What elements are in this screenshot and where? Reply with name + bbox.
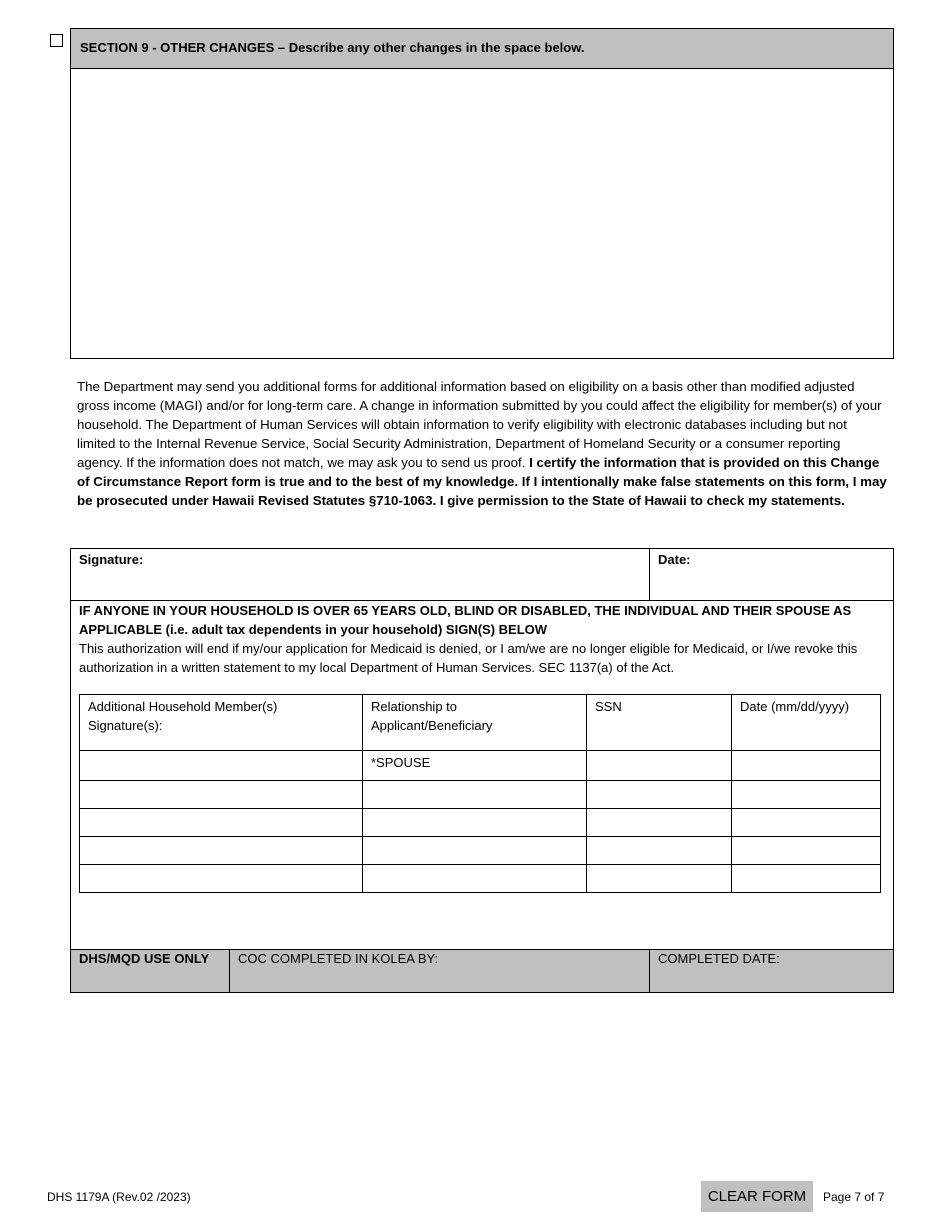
relationship-cell[interactable] [363, 837, 587, 865]
column-header: Relationship to Applicant/Beneficiary [363, 695, 587, 751]
clear-form-button[interactable]: CLEAR FORM [701, 1181, 813, 1212]
household-notice [79, 601, 884, 677]
table-row [80, 781, 881, 809]
table-row [80, 865, 881, 893]
signature-row [71, 549, 893, 601]
certification-paragraph [77, 377, 889, 510]
table-row [80, 809, 881, 837]
member-signature-cell[interactable] [80, 837, 363, 865]
ssn-cell[interactable] [587, 837, 732, 865]
ssn-cell[interactable] [587, 751, 732, 781]
column-header: SSN [587, 695, 732, 751]
dhs-use-only-label: DHS/MQD USE ONLY [71, 950, 230, 992]
date-cell[interactable] [732, 837, 881, 865]
dhs-use-only-row [71, 949, 893, 992]
form-identifier: DHS 1179A (Rev.02 /2023) [47, 1190, 191, 1204]
coc-completed-by-field[interactable]: COC COMPLETED IN KOLEA BY: [230, 950, 650, 992]
other-changes-textarea[interactable] [71, 69, 893, 358]
relationship-cell[interactable] [363, 809, 587, 837]
household-heading: IF ANYONE IN YOUR HOUSEHOLD IS OVER 65 YEARS OLD, BLIND OR DISABLED, THE INDIVIDUAL AND THEIR SPOUSE AS APPLICABLE (i.e. adult tax dependents in your household) SIGN(S) BELOW [79, 603, 852, 637]
date-cell[interactable] [732, 781, 881, 809]
page-number: Page 7 of 7 [823, 1190, 885, 1204]
table-header-row [80, 695, 881, 751]
table-row [80, 751, 881, 781]
date-label: Date: [658, 552, 691, 567]
signature-field[interactable] [71, 549, 650, 600]
column-header: Additional Household Member(s) Signature(s): [80, 695, 363, 751]
date-cell[interactable] [732, 865, 881, 893]
signature-label: Signature: [79, 552, 144, 567]
signature-section [70, 548, 894, 993]
date-cell[interactable] [732, 809, 881, 837]
ssn-cell[interactable] [587, 865, 732, 893]
relationship-cell[interactable]: *SPOUSE [363, 751, 587, 781]
date-field[interactable] [650, 549, 893, 600]
authorization-text: This authorization will end if my/our application for Medicaid is denied, or I am/we are no longer eligible for Medicaid, or I/we revoke this authorization in a written statement to my local Department of Human Services. SEC 1137(a) of the Act. [79, 641, 858, 675]
household-members-table [79, 694, 881, 893]
table-row [80, 837, 881, 865]
ssn-cell[interactable] [587, 809, 732, 837]
section9-title: SECTION 9 - OTHER CHANGES – Describe any other changes in the space below. [71, 29, 893, 69]
relationship-cell[interactable] [363, 781, 587, 809]
section9-box [70, 28, 894, 359]
date-cell[interactable] [732, 751, 881, 781]
member-signature-cell[interactable] [80, 781, 363, 809]
certification-text: The Department may send you additional forms for additional information based on eligibility on a basis other than modified adjusted gross income (MAGI) and/or for long-term care. A change in information submitted by you could affect the eligibility for member(s) of your household. The Department of Human Services will obtain information to verify eligibility with electronic databases including but not limited to the Internal Revenue Service, Social Security Administration, Department of Homeland Security or a consumer reporting agency. If the information does not match, we may ask you to send us proof. [77, 379, 882, 470]
column-header: Date (mm/dd/yyyy) [732, 695, 881, 751]
certification-bold-text: I certify the information that is provided on this Change of Circumstance Report form is true and to the best of my knowledge. If I intentionally make false statements on this form, I may be prosecuted under Hawaii Revised Statutes §710-1063. I give permission to the State of Hawaii to check my statements. [77, 455, 887, 508]
section9-checkbox[interactable] [50, 34, 63, 47]
member-signature-cell[interactable] [80, 809, 363, 837]
member-signature-cell[interactable] [80, 865, 363, 893]
ssn-cell[interactable] [587, 781, 732, 809]
completed-date-field[interactable]: COMPLETED DATE: [658, 951, 780, 966]
member-signature-cell[interactable] [80, 751, 363, 781]
relationship-cell[interactable] [363, 865, 587, 893]
